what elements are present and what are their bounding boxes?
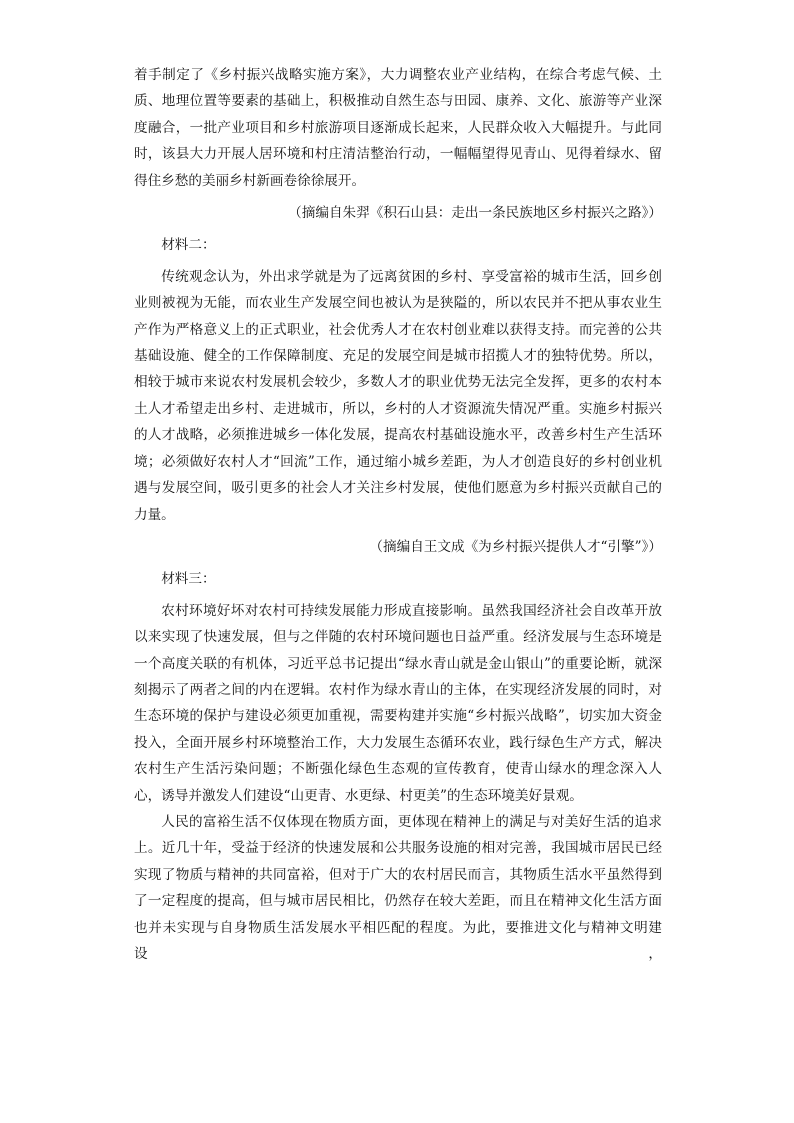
- source-citation-1: （摘编自朱羿《积石山县：走出一条民族地区乡村振兴之路》）: [288, 205, 662, 222]
- source-citation-2: （摘编自王文成《为乡村振兴提供人才“引擎”》）: [369, 538, 662, 555]
- paragraph-material-3-1: 农村环境好坏对农村可持续发展能力形成直接影响。虽然我国经济社会自改革开放以来实现了快速发展，但与之伴随的农村环境问题也日益严重。经济发展与生态环境是一个高度关联的有机体，习近平总书记提出“绿水青山就是金山银山”的重要论断，就深刻揭示了两者之间的内在逻辑。农村作为绿水青山的主体，在实现经济发展的同时，对生态环境的保护与建设必须更加重视，需要构建并实施“乡村振兴战略”，切实加大资金投入，全面开展乡村环境整治工作，大力发展生态循环农业，践行绿色生产方式，解决农村生产生活污染问题；不断强化绿色生态观的宣传教育，使青山绿水的理念深入人心，诱导并激发人们建设“山更青、水更绿、村更美”的生态环境美好景观。: [134, 602, 662, 804]
- paragraph-continued: 着手制定了《乡村振兴战略实施方案》，大力调整农业产业结构，在综合考虑气候、土质、地理位置等要素的基础上，积极推动自然生态与田园、康养、文化、旅游等产业深度融合，一批产业项目和乡村旅游项目逐渐成长起来，人民群众收入大幅提升。与此同时，该县大力开展人居环境和村庄清洁整治行动，一幅幅望得见青山、见得着绿水、留得住乡愁的美丽乡村新画卷徐徐展开。: [134, 67, 662, 189]
- section-heading-material-3: 材料三：: [161, 571, 216, 588]
- paragraph-material-2: 传统观念认为，外出求学就是为了远离贫困的乡村、享受富裕的城市生活，回乡创业则被视为无能，而农业生产发展空间也被认为是狭隘的，所以农民并不把从事农业生产作为严格意义上的正式职业，社会优秀人才在农村创业难以获得支持。而完善的公共基础设施、健全的工作保障制度、充足的发展空间是城市招揽人才的独特优势。所以，相较于城市来说农村发展机会较少，多数人才的职业优势无法完全发挥，更多的农村本土人才希望走出乡村、走进城市，所以，乡村的人才资源流失情况严重。实施乡村振兴的人才战略，必须推进城乡一体化发展，提高农村基础设施水平，改善乡村生产生活环境；必须做好农村人才“回流”工作，通过缩小城乡差距，为人才创造良好的乡村创业机遇与发展空间，吸引更多的社会人才关注乡村发展，使他们愿意为乡村振兴贡献自己的力量。: [134, 268, 662, 523]
- document-page: [134, 62, 662, 967]
- paragraph-material-3-2: 人民的富裕生活不仅体现在物质方面，更体现在精神上的满足与对美好生活的追求上。近几十年，受益于经济的快速发展和公共服务设施的相对完善，我国城市居民已经实现了物质与精神的共同富裕，但对于广大的农村居民而言，其物质生活水平虽然得到了一定程度的提高，但与城市居民相比，仍然存在较大差距，而且在精神文化生活方面也并未实现与自身物质生活发展水平相匹配的程度。为此，要推进文化与精神文明建设，: [134, 813, 662, 962]
- section-heading-material-2: 材料二：: [161, 237, 216, 254]
